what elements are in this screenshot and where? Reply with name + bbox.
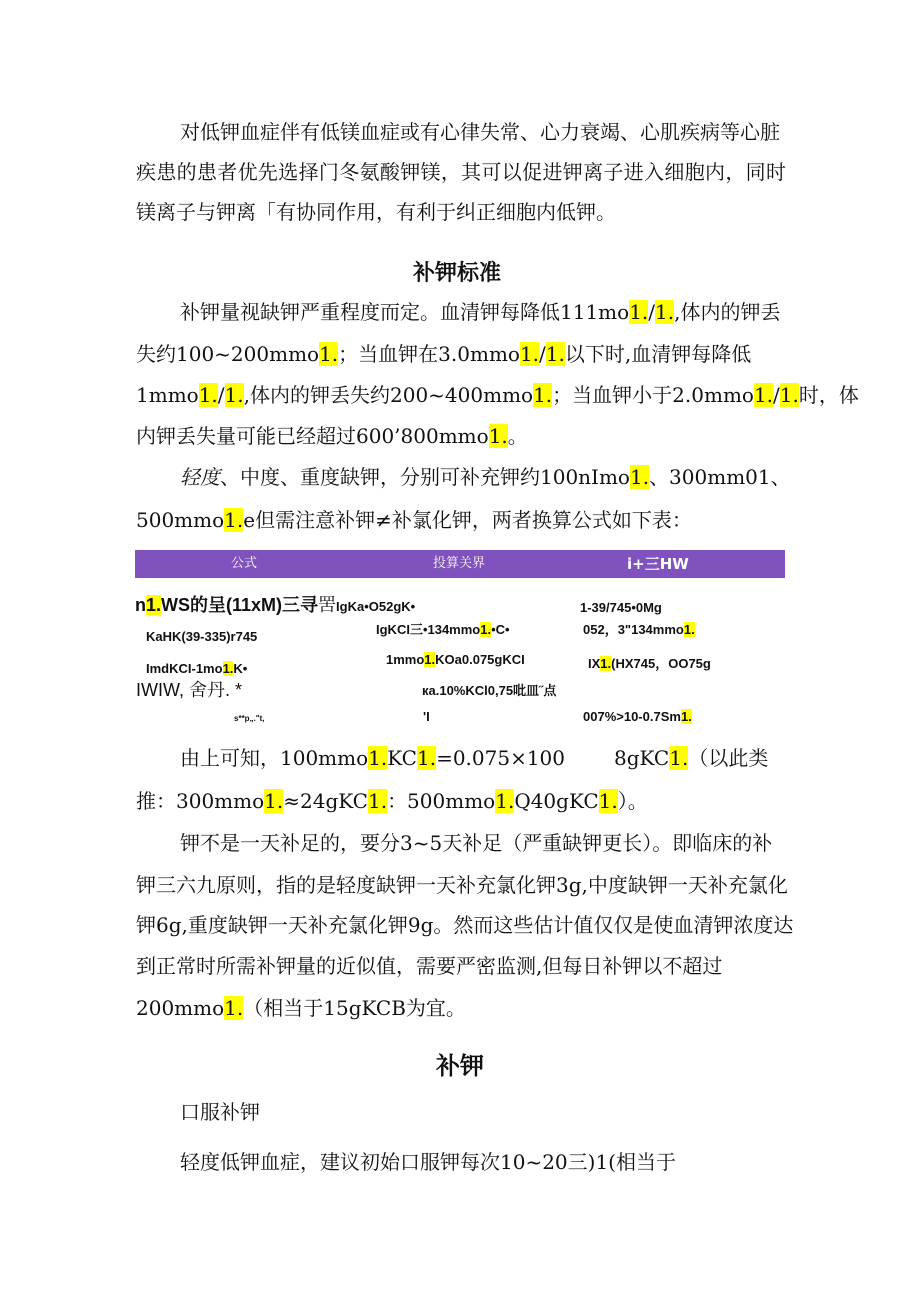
table-header-row bbox=[135, 550, 785, 578]
highlight-mark: 1. bbox=[519, 342, 540, 366]
highlight-mark: 1. bbox=[424, 652, 436, 667]
para1-line1: 对低钾血症伴有低镁血症或有心律失常、心力衰竭、心肌疾病等心脏 bbox=[180, 120, 780, 144]
table-cell-c1-r3: ImdKCI-1mo1.K• bbox=[146, 661, 248, 676]
para5-line4: 到正常时所需补钾量的近似值，需要严密监测,但每日补钾以不超过 bbox=[136, 954, 723, 978]
highlight-mark: 1. bbox=[488, 424, 508, 448]
highlight-mark: 1. bbox=[367, 789, 388, 813]
table-cell-c1-r5: s**p„."t, bbox=[234, 714, 265, 723]
highlight-mark: 1. bbox=[600, 656, 612, 671]
table-cell-c2-r3: кa.10%KCl0,75吡皿˝点 bbox=[422, 683, 557, 698]
highlight-mark: 1. bbox=[224, 383, 244, 407]
highlight-mark: 1. bbox=[416, 746, 437, 770]
para3-line2: 500mmo1.e但需注意补钾≠补氯化钾，两者换算公式如下表： bbox=[136, 508, 692, 532]
para1-line2: 疾患的患者优先选择门冬氨酸钾镁，其可以促进钾离子进入细胞内，同时 bbox=[136, 160, 786, 184]
para1-line3: 镁离子与钾离「有协同作用，有利于纠正细胞内低钾。 bbox=[136, 200, 616, 224]
highlight-mark: 1. bbox=[368, 746, 388, 770]
highlight-mark: 1. bbox=[655, 300, 675, 324]
para5-line5: 200mmo1.（相当于15gKCB为宜。 bbox=[136, 996, 466, 1020]
highlight-mark: 1. bbox=[319, 342, 339, 366]
table-cell-c1-r2: KaHK(39-335)r745 bbox=[146, 629, 258, 644]
table-cell-c1-r1: n1.WS的呈(11xM)三寻罟IgKa•O52gK• bbox=[135, 595, 416, 615]
highlight-mark: 1. bbox=[629, 465, 650, 489]
highlight-mark: 1. bbox=[146, 595, 162, 615]
para4-line1: 由上可知，100mmo1.KC1.=0.075×100 bbox=[180, 746, 566, 770]
highlight-mark: 1. bbox=[224, 996, 244, 1020]
para5-line1: 钾不是一天补足的，要分3~5天补足（严重缺钾更长）。即临床的补 bbox=[180, 831, 773, 855]
table-cell-c2-r2: 1mmo1.KOa0.075gKCI bbox=[386, 652, 525, 667]
table-header-relation: 投算关界 bbox=[433, 556, 486, 571]
para4-line2: 推：300mmo1.≈24gKC1.：500mmo1.Q40gKC1.）。 bbox=[136, 789, 648, 813]
para2-line1: 补钾量视缺钾严重程度而定。血清钾每降低111mo1./1.,体内的钾丢 bbox=[180, 300, 781, 324]
para5-line3: 钾6g,重度缺钾一天补充氯化钾9g。然而这些估计值仅仅是使血清钾浓度达 bbox=[136, 913, 794, 937]
highlight-mark: 1. bbox=[683, 622, 695, 637]
highlight-mark: 1. bbox=[629, 300, 649, 324]
table-header-col3: i+三HW bbox=[627, 555, 689, 573]
para2-line4: 内钾丢失量可能已经超过600’800mmo1.。 bbox=[136, 424, 528, 448]
highlight-mark: 1. bbox=[198, 383, 218, 407]
highlight-mark: 1. bbox=[680, 709, 692, 724]
highlight-mark: 1. bbox=[545, 342, 565, 366]
section-heading-potassium: 补钾 bbox=[436, 1052, 484, 1080]
section-heading-potassium-standard: 补钾标准 bbox=[413, 261, 502, 286]
table-cell-c3-r4: 007%>10-0.7Sm1. bbox=[583, 709, 692, 724]
highlight-mark: 1. bbox=[480, 622, 492, 637]
table-cell-c3-r3: IX1.(HX745，OO75g bbox=[588, 656, 711, 671]
highlight-mark: 1. bbox=[753, 383, 774, 407]
table-cell-c2-r4: 'I bbox=[423, 709, 430, 724]
highlight-mark: 1. bbox=[264, 789, 284, 813]
table-header-formula: 公式 bbox=[231, 556, 258, 571]
para4-line1-right: 8gKC1.（以此类 bbox=[614, 746, 769, 770]
para2-line2: 失约100~200mmo1.；当血钾在3.0mmo1./1.以下时,血清钾每降低 bbox=[136, 342, 752, 366]
para5-line2: 钾三六九原则，指的是轻度缺钾一天补充氯化钾3g,中度缺钾一天补充氯化 bbox=[136, 873, 788, 897]
table-cell-c1-r4: IWIW, 舍丹. * bbox=[136, 680, 242, 700]
highlight-mark: 1. bbox=[779, 383, 799, 407]
table-cell-c3-r1: 1-39/745•0Mg bbox=[580, 600, 662, 615]
highlight-mark: 1. bbox=[598, 789, 618, 813]
highlight-mark: 1. bbox=[669, 746, 689, 770]
highlight-mark: 1. bbox=[222, 661, 234, 676]
highlight-mark: 1. bbox=[224, 508, 244, 532]
subheading-oral-potassium: 口服补钾 bbox=[180, 1100, 260, 1124]
highlight-mark: 1. bbox=[533, 383, 553, 407]
para3-line1: 轻度、中度、重度缺钾，分别可补充钾约100nImo1.、300mm01、 bbox=[180, 465, 791, 489]
highlight-mark: 1. bbox=[495, 789, 515, 813]
table-cell-c2-r1: IgKCI三•134mmo1.•C• bbox=[376, 622, 510, 637]
para2-line3: 1mmo1./1.,体内的钾丢失约200~400mmo1.；当血钾小于2.0mmo1./1.时，体 bbox=[136, 383, 859, 407]
table-cell-c3-r2: 052，3"134mmo1. bbox=[583, 622, 695, 637]
para6-line1: 轻度低钾血症，建议初始口服钾每次10~20三)1(相当于 bbox=[180, 1150, 676, 1174]
